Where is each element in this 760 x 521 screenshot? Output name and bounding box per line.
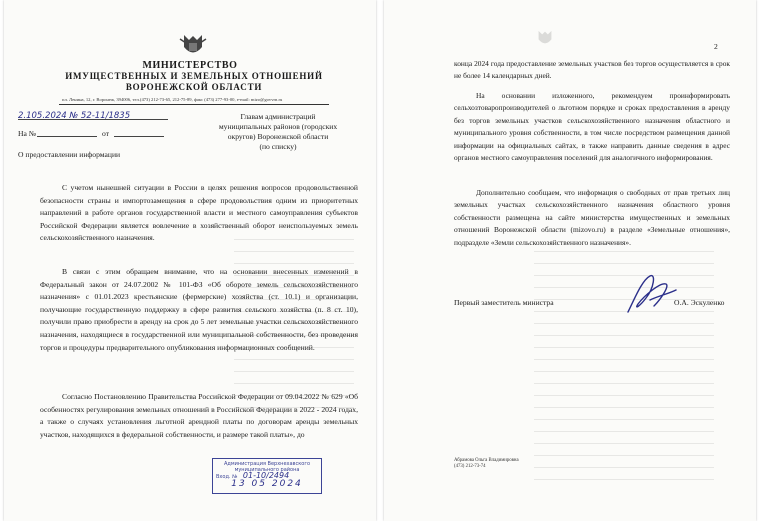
- header-divider: [59, 104, 329, 105]
- page-number: 2: [714, 42, 718, 51]
- addressee-block: [192, 112, 364, 152]
- executor-phone: (473) 212-73-74: [454, 464, 486, 469]
- coat-of-arms-bleed-icon: [534, 28, 556, 48]
- addressee-line: (по списку): [259, 142, 297, 151]
- signature-icon: [620, 270, 682, 318]
- signatory-name: О.А. Эскуленко: [674, 298, 725, 307]
- body-paragraph-3: Согласно Постановлению Правительства Российской Федерации от 09.04.2022 № 629 «Об особенностях регулирования земельных отношений в Российской Федерации в 2022 - 2024 годах, а также о случаях установления льготной арендной платы по договорам аренды земельных участков, находящихся в федеральной собственности, и размере такой платы», до: [40, 392, 358, 439]
- stamp-org-line: Администрация Верхнехавского: [223, 461, 311, 467]
- stamp-incoming-number: 01-10/2494: [242, 471, 290, 480]
- incoming-registration-stamp: [212, 458, 322, 494]
- body-paragraph-2: В связи с этим обращаем внимание, что на основании внесенных изменений в Федеральный закон от 24.07.2002 № 101-ФЗ «Об обороте земель сельскохозяйственного назначения» с 01.01.2023 крестьянские (фермерские) хозяйства (ст. 10.1) и организации, получающие государственную поддержку в сфере развития сельского хозяйства (п. 8 ст. 10), получили право приобрести в аренду на срок до 5 лет земельные участки сельскохозяйственного назначения, находящиеся в государственной или муниципальной собственности, без проведения торгов и процедуры предварительного опубликования информационных сообщений.: [40, 267, 358, 352]
- stamp-org-line-2: муниципального района: [234, 467, 300, 473]
- ministry-name: [44, 71, 344, 93]
- ministry-region-line: ВОРОНЕЖСКОЙ ОБЛАСТИ: [125, 82, 263, 92]
- ministry-address: пл. Ленина, 12, г. Воронеж, 394006, тел.(473) 212-73-65, 212-75-89, факс (473) 277-93-00, e-mail: mizo@govvrn.ru: [62, 97, 283, 102]
- document-page-2: [384, 0, 756, 521]
- executor-name: Абрамова Ольга Владимировна: [454, 458, 519, 463]
- addressee-line: округов) Воронежской области: [227, 132, 329, 141]
- executor-block: [454, 458, 519, 470]
- body-paragraph-continuation: конца 2024 года предоставление земельных участков без торгов осуществляется в срок не более 14 календарных дней.: [454, 59, 730, 81]
- ref-from-label: от: [102, 129, 110, 138]
- body-paragraph-additional: Дополнительно сообщаем, что информация о свободных от прав третьих лиц земельных участках сельскохозяйственного назначения областного уровня собственности размещена на сайте министерства имущественных и земельных отношений Воронежской области (mizovo.ru) в разделе «Земельные отношения», подразделе «Земли сельскохозяйственного назначения».: [454, 188, 730, 247]
- subject-line: О предоставлении информации: [18, 150, 121, 159]
- outgoing-ref-line: [18, 113, 168, 120]
- stamp-incoming-date: 13 05 2024: [231, 479, 303, 489]
- ref-date-blank: [114, 136, 164, 137]
- ministry-title: МИНИСТЕРСТВО: [142, 60, 238, 71]
- signatory-title: Первый заместитель министра: [454, 298, 554, 307]
- document-page-1: [4, 0, 376, 521]
- coat-of-arms-icon: [178, 31, 208, 59]
- addressee-line: Главам администраций: [240, 112, 316, 121]
- body-paragraph-recommendation: На основании изложенного, рекомендуем проинформировать сельхозтоваропроизводителей о льготном порядке и сроках предоставления в аренду без торгов земельных участков сельскохозяйственного назначения областного и муниципального уровня собственности, в том числе посредством размещения данной информации на официальных сайтах, в также направить данные сведения в адрес органов местного самоуправления поселений для аналогичного информирования.: [454, 91, 730, 163]
- stamp-incoming-label: Вход. №: [216, 474, 238, 480]
- ministry-name-line: ИМУЩЕСТВЕННЫХ И ЗЕМЕЛЬНЫХ ОТНОШЕНИЙ: [65, 71, 323, 81]
- outgoing-ref-number: 2.105.2024 № 52-11/1835: [18, 111, 131, 121]
- body-paragraph-1: С учетом нынешней ситуации в России в целях решения вопросов продовольственной безопасности страны и импортозамещения в сфере продовольствия одним из приоритетных направлений в работе органов государственной власти и местного самоуправления субъектов Российской Федерации является вовлечение в хозяйственный оборот неиспользуемых земель сельскохозяйственного назначения.: [40, 183, 358, 243]
- ref-label: На №: [18, 129, 36, 138]
- ref-number-blank: [37, 136, 97, 137]
- addressee-line: муниципальных районов (городских: [218, 122, 338, 131]
